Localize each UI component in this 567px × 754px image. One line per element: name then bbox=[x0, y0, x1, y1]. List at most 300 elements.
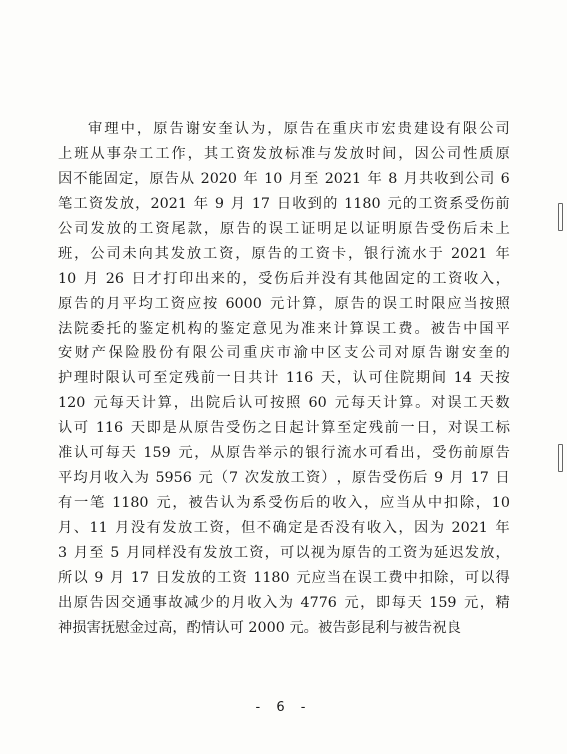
line-glyph: 才 bbox=[147, 270, 162, 287]
line-glyph: 元 bbox=[178, 445, 193, 462]
line-glyph: 平 bbox=[58, 470, 73, 487]
line-glyph: 每 bbox=[391, 594, 406, 611]
line-glyph: 样 bbox=[156, 544, 172, 561]
line-glyph: 资 bbox=[433, 195, 448, 212]
line-glyph: 有 bbox=[337, 270, 352, 287]
line-glyph: 院 bbox=[400, 370, 415, 387]
line-glyph: ， bbox=[173, 395, 188, 412]
line-glyph: 照 bbox=[495, 295, 510, 312]
line-glyph: 天 bbox=[320, 370, 336, 387]
line-glyph: 的 bbox=[90, 295, 105, 312]
line-glyph: 前 bbox=[463, 445, 479, 462]
line-glyph: 流 bbox=[336, 445, 352, 462]
line-glyph: 116 bbox=[95, 420, 124, 437]
line-glyph: 工 bbox=[290, 470, 305, 487]
line-glyph: 公 bbox=[360, 345, 376, 362]
line-glyph: 计 bbox=[333, 320, 348, 337]
line-glyph: 的 bbox=[366, 295, 381, 312]
line-glyph: 被 bbox=[430, 320, 445, 337]
line-glyph: 入 bbox=[262, 594, 278, 611]
line-glyph: 起 bbox=[289, 420, 304, 437]
line-glyph: 可 bbox=[280, 544, 295, 561]
line-glyph: 工 bbox=[233, 544, 249, 561]
line-glyph: 可 bbox=[229, 619, 244, 636]
line-glyph: 水 bbox=[352, 445, 368, 462]
line-glyph: 放 bbox=[480, 544, 495, 561]
line-glyph: 元 bbox=[93, 395, 108, 412]
line-glyph: 工 bbox=[299, 245, 314, 262]
line-glyph: 谢 bbox=[445, 345, 460, 362]
line-glyph: 2021 bbox=[324, 170, 362, 187]
text-line bbox=[58, 616, 510, 641]
line-glyph: 工 bbox=[155, 145, 170, 162]
line-glyph: 可 bbox=[137, 370, 152, 387]
line-glyph: 迟 bbox=[449, 544, 464, 561]
line-glyph: ， bbox=[449, 569, 464, 586]
line-glyph: 能 bbox=[88, 170, 103, 187]
line-glyph: 时 bbox=[89, 370, 104, 387]
text-line bbox=[58, 466, 510, 491]
line-glyph: 放 bbox=[178, 520, 193, 536]
line-glyph: 可 bbox=[73, 420, 89, 437]
line-glyph: ， bbox=[136, 121, 152, 137]
line-glyph: 不 bbox=[73, 170, 88, 187]
line-glyph: 对 bbox=[431, 395, 446, 412]
line-glyph: 有 bbox=[175, 345, 191, 362]
line-glyph: 月 bbox=[88, 470, 103, 487]
line-glyph: 昆 bbox=[360, 619, 376, 636]
binding-hole-mark bbox=[558, 444, 563, 472]
text-line bbox=[58, 317, 510, 342]
line-glyph: 准 bbox=[301, 320, 316, 337]
line-glyph: 交 bbox=[121, 594, 136, 611]
line-glyph: 时 bbox=[415, 295, 430, 312]
line-glyph: ， bbox=[225, 520, 240, 536]
line-glyph: 为 bbox=[429, 520, 445, 536]
line-glyph: 为 bbox=[418, 544, 433, 561]
line-glyph: 的 bbox=[226, 270, 241, 287]
line-glyph: ， bbox=[194, 445, 209, 462]
line-glyph: 工 bbox=[398, 295, 414, 312]
line-glyph: 因 bbox=[414, 520, 429, 536]
line-glyph: 市 bbox=[276, 345, 292, 362]
line-glyph: 彭 bbox=[346, 619, 361, 636]
line-glyph: 机 bbox=[171, 320, 186, 337]
line-glyph bbox=[100, 267, 105, 292]
line-glyph: 限 bbox=[105, 370, 120, 387]
line-glyph: 其 bbox=[203, 145, 219, 162]
line-glyph: 8 bbox=[388, 170, 398, 187]
line-glyph: 元 bbox=[270, 295, 285, 312]
line-glyph: 公 bbox=[430, 145, 445, 162]
line-glyph: 资 bbox=[88, 195, 104, 212]
line-glyph bbox=[398, 167, 403, 192]
line-glyph bbox=[428, 466, 433, 491]
line-glyph: 日 bbox=[131, 270, 146, 287]
line-glyph: 限 bbox=[431, 295, 446, 312]
line-glyph: ， bbox=[135, 195, 150, 212]
line-glyph: 班 bbox=[74, 145, 89, 162]
line-glyph: 扣 bbox=[418, 569, 434, 586]
line-glyph: 从 bbox=[411, 495, 427, 512]
line-glyph: 害 bbox=[86, 619, 101, 636]
line-glyph: 原 bbox=[225, 445, 241, 462]
line-glyph: 工 bbox=[479, 420, 494, 437]
line-glyph: 公 bbox=[58, 220, 73, 237]
line-glyph: 放 bbox=[119, 195, 134, 212]
line-glyph: 宏 bbox=[381, 121, 396, 137]
line-glyph: 利 bbox=[375, 619, 390, 636]
line-glyph: 每 bbox=[350, 395, 366, 412]
line-glyph: 与 bbox=[389, 619, 404, 636]
line-glyph: 谢 bbox=[185, 121, 201, 137]
line-glyph: 前 bbox=[495, 195, 510, 212]
line-glyph bbox=[87, 391, 92, 416]
line-glyph: 审 bbox=[88, 121, 103, 137]
line-glyph: 至 bbox=[336, 420, 352, 437]
line-glyph: 确 bbox=[272, 520, 287, 536]
line-glyph: 告 bbox=[241, 445, 257, 462]
line-glyph: 至 bbox=[303, 170, 319, 187]
line-glyph: 司 bbox=[226, 345, 241, 362]
line-glyph: 前 bbox=[384, 420, 399, 437]
line-glyph: 为 bbox=[326, 544, 341, 561]
line-glyph: 1180 bbox=[112, 495, 149, 512]
line-glyph: 原 bbox=[495, 145, 510, 162]
line-glyph: 渝 bbox=[293, 345, 308, 362]
line-glyph: 设 bbox=[430, 121, 445, 137]
line-glyph: ， bbox=[347, 245, 363, 262]
line-glyph: 发 bbox=[90, 220, 105, 237]
line-glyph: 以 bbox=[349, 220, 364, 237]
line-glyph: 发 bbox=[171, 569, 186, 586]
line-glyph bbox=[495, 167, 500, 192]
line-glyph: ， bbox=[74, 245, 89, 262]
line-glyph: 有 bbox=[58, 495, 73, 512]
line-glyph: 资 bbox=[232, 569, 247, 586]
line-glyph: 足 bbox=[333, 220, 348, 237]
line-glyph: 每 bbox=[105, 445, 120, 462]
line-glyph: 贵 bbox=[397, 121, 412, 137]
text-line bbox=[58, 242, 510, 267]
line-glyph bbox=[294, 591, 299, 616]
line-glyph: 保 bbox=[108, 345, 123, 362]
line-glyph: 间 bbox=[382, 145, 397, 162]
line-glyph: 其 bbox=[154, 245, 169, 262]
line-glyph: 定 bbox=[352, 420, 368, 437]
line-glyph bbox=[458, 591, 463, 616]
line-glyph bbox=[444, 466, 449, 491]
line-glyph: 月 bbox=[83, 270, 99, 287]
line-glyph: 放 bbox=[106, 220, 121, 237]
line-glyph: 告 bbox=[356, 544, 372, 561]
line-glyph: 到 bbox=[449, 170, 464, 187]
line-glyph: 司 bbox=[106, 245, 121, 262]
line-glyph: ， bbox=[134, 170, 149, 187]
line-glyph: 住 bbox=[384, 370, 399, 387]
line-glyph: 固 bbox=[103, 170, 118, 187]
line-glyph: 院 bbox=[74, 320, 89, 337]
line-glyph: 计 bbox=[305, 420, 320, 437]
line-glyph: 日 bbox=[232, 370, 247, 387]
line-glyph: 公 bbox=[464, 170, 479, 187]
line-glyph bbox=[291, 566, 296, 591]
line-glyph: 酌 bbox=[186, 619, 201, 636]
line-glyph: 6000 bbox=[225, 295, 262, 312]
line-glyph: 天 bbox=[366, 395, 382, 412]
line-glyph: 工 bbox=[139, 220, 154, 237]
line-glyph: 算 bbox=[157, 395, 172, 412]
page-number: - 6 - bbox=[255, 700, 312, 715]
line-glyph: 与 bbox=[317, 145, 332, 162]
line-glyph: 以 bbox=[295, 544, 310, 561]
line-glyph: 一 bbox=[400, 420, 415, 437]
line-glyph: 举 bbox=[257, 445, 272, 462]
line-glyph: 印 bbox=[179, 270, 194, 287]
line-glyph: 从 bbox=[178, 420, 193, 437]
line-glyph: 法 bbox=[58, 320, 73, 337]
line-glyph: 2000 bbox=[248, 619, 285, 636]
line-glyph: 的 bbox=[283, 245, 298, 262]
line-glyph: 算 bbox=[321, 420, 336, 437]
line-glyph: 后 bbox=[463, 220, 478, 237]
line-glyph: 班 bbox=[58, 245, 73, 262]
line-glyph: ， bbox=[172, 619, 187, 636]
line-glyph: 159 bbox=[429, 594, 457, 611]
text-line bbox=[58, 391, 510, 416]
line-glyph: ， bbox=[475, 495, 491, 512]
line-glyph: 系 bbox=[449, 195, 464, 212]
line-glyph: 认 bbox=[220, 495, 235, 512]
line-glyph: 发 bbox=[203, 544, 218, 561]
line-glyph: 工 bbox=[216, 569, 232, 586]
text-line bbox=[58, 416, 510, 441]
line-glyph: 告 bbox=[350, 295, 365, 312]
text-line bbox=[58, 341, 510, 366]
line-glyph: 月 bbox=[449, 470, 465, 487]
line-glyph: 一 bbox=[73, 495, 89, 512]
line-glyph: 应 bbox=[186, 295, 202, 312]
line-glyph: 原 bbox=[73, 594, 89, 611]
text-line bbox=[58, 267, 510, 292]
line-glyph: 发 bbox=[170, 245, 186, 262]
line-glyph: 告 bbox=[367, 470, 382, 487]
line-glyph: 股 bbox=[142, 345, 157, 362]
line-glyph: ， bbox=[336, 370, 351, 387]
line-glyph bbox=[302, 391, 307, 416]
line-glyph: 算 bbox=[349, 320, 364, 337]
line-glyph: 水 bbox=[412, 245, 427, 262]
line-glyph: 事 bbox=[106, 145, 121, 162]
line-glyph: 的 bbox=[289, 445, 304, 462]
line-glyph: 年 bbox=[495, 245, 510, 262]
line-glyph: 精 bbox=[495, 594, 510, 611]
line-glyph: 后 bbox=[289, 270, 305, 287]
line-glyph: 定 bbox=[400, 270, 415, 287]
line-glyph: 的 bbox=[495, 345, 510, 362]
text-line bbox=[58, 292, 510, 317]
line-glyph: 均 bbox=[138, 295, 153, 312]
line-glyph: 1180 bbox=[253, 569, 290, 586]
line-glyph: 情 bbox=[200, 619, 216, 636]
line-glyph: 伤 bbox=[446, 220, 462, 237]
line-glyph: 中 bbox=[463, 320, 478, 337]
line-glyph bbox=[188, 192, 193, 217]
line-glyph: 明 bbox=[382, 220, 397, 237]
line-glyph: 受 bbox=[432, 445, 447, 462]
line-glyph: 。 bbox=[415, 395, 430, 412]
line-glyph: 定 bbox=[236, 320, 251, 337]
text-line bbox=[58, 591, 510, 616]
line-glyph: 的 bbox=[372, 544, 387, 561]
line-glyph: 天 bbox=[125, 395, 140, 412]
line-glyph: 元 bbox=[198, 470, 213, 487]
line-glyph: 伤 bbox=[284, 495, 299, 512]
line-glyph: 护 bbox=[58, 370, 73, 387]
line-glyph: 的 bbox=[203, 320, 219, 337]
line-glyph: 收 bbox=[103, 470, 119, 487]
line-glyph: 支 bbox=[344, 345, 359, 362]
line-glyph: 工 bbox=[73, 195, 88, 212]
line-glyph: 至 bbox=[89, 544, 104, 561]
line-glyph: 看 bbox=[384, 445, 399, 462]
line-glyph: 放 bbox=[186, 569, 201, 586]
line-glyph: 从 bbox=[90, 145, 105, 162]
line-glyph: 月 bbox=[230, 195, 246, 212]
line-glyph: 国 bbox=[479, 320, 494, 337]
line-glyph: ， bbox=[479, 594, 495, 611]
line-glyph: 重 bbox=[243, 345, 258, 362]
line-glyph: 月 bbox=[58, 520, 73, 536]
line-glyph: 共 bbox=[248, 370, 263, 387]
line-glyph bbox=[271, 192, 276, 217]
line-glyph: 良 bbox=[446, 619, 461, 636]
line-glyph: 他 bbox=[368, 270, 384, 287]
line-glyph: 产 bbox=[91, 345, 106, 362]
line-glyph: 平 bbox=[122, 295, 137, 312]
line-glyph bbox=[238, 167, 243, 192]
line-glyph: ， bbox=[495, 544, 510, 561]
line-glyph: 没 bbox=[335, 520, 350, 536]
line-glyph: ， bbox=[495, 270, 510, 287]
line-glyph: ， bbox=[203, 220, 219, 237]
line-glyph: 收 bbox=[434, 170, 449, 187]
line-glyph: ， bbox=[398, 145, 413, 162]
line-glyph bbox=[105, 541, 110, 566]
line-glyph bbox=[465, 466, 470, 491]
line-glyph: 伤 bbox=[479, 195, 495, 212]
line-glyph: 告 bbox=[428, 345, 443, 362]
line-glyph: 的 bbox=[323, 195, 338, 212]
line-glyph: 定 bbox=[288, 520, 303, 536]
line-glyph bbox=[319, 167, 324, 192]
line-glyph: 资 bbox=[403, 544, 418, 561]
line-glyph: 天 bbox=[407, 594, 422, 611]
line-glyph: 10 bbox=[58, 270, 77, 287]
line-glyph: 从 bbox=[210, 445, 225, 462]
line-glyph: 资 bbox=[315, 245, 331, 262]
line-glyph bbox=[209, 192, 214, 217]
line-glyph: ， bbox=[364, 495, 379, 512]
line-glyph: 认 bbox=[234, 121, 249, 137]
line-glyph: 可 bbox=[368, 370, 383, 387]
line-glyph: 资 bbox=[209, 520, 224, 536]
line-glyph: 日 bbox=[495, 470, 510, 487]
line-glyph: 天 bbox=[130, 420, 146, 437]
line-glyph: 原 bbox=[220, 220, 235, 237]
line-glyph: 得 bbox=[495, 569, 510, 586]
line-glyph: 没 bbox=[130, 520, 146, 536]
line-glyph: 视 bbox=[310, 544, 326, 561]
line-glyph: 认 bbox=[237, 395, 253, 412]
line-glyph: 工 bbox=[372, 569, 388, 586]
line-glyph: 未 bbox=[122, 245, 137, 262]
line-glyph: 6 bbox=[500, 170, 510, 187]
line-glyph: 构 bbox=[187, 320, 202, 337]
line-glyph: 系 bbox=[252, 495, 267, 512]
line-glyph: 鉴 bbox=[220, 320, 235, 337]
line-glyph: 工 bbox=[387, 544, 403, 561]
line-glyph: 行 bbox=[321, 445, 336, 462]
line-glyph: 告 bbox=[414, 220, 429, 237]
line-glyph: 的 bbox=[215, 594, 230, 611]
line-glyph: 资 bbox=[249, 544, 264, 561]
line-glyph: 116 bbox=[285, 370, 314, 387]
line-glyph: 延 bbox=[433, 544, 449, 561]
line-glyph: 司 bbox=[74, 220, 89, 237]
line-glyph: 流 bbox=[396, 245, 411, 262]
line-glyph: 出 bbox=[194, 270, 210, 287]
line-glyph: 当 bbox=[395, 495, 411, 512]
line-glyph: 但 bbox=[240, 520, 256, 536]
line-glyph: 算 bbox=[399, 395, 414, 412]
line-glyph: ， bbox=[172, 495, 187, 512]
line-glyph: 月 bbox=[73, 544, 89, 561]
line-glyph: 次 bbox=[244, 470, 260, 487]
line-glyph: 、 bbox=[73, 520, 89, 536]
line-glyph: 收 bbox=[366, 520, 382, 536]
text-line bbox=[58, 217, 510, 242]
line-glyph: 月 bbox=[403, 170, 419, 187]
line-glyph: 少 bbox=[199, 594, 215, 611]
line-glyph: 均 bbox=[73, 470, 88, 487]
line-glyph: 收 bbox=[332, 495, 347, 512]
line-glyph: 月 bbox=[126, 544, 141, 561]
line-glyph: 没 bbox=[321, 270, 336, 287]
line-glyph: 间 bbox=[431, 370, 447, 387]
line-glyph: 可 bbox=[254, 395, 269, 412]
line-glyph: 损 bbox=[72, 619, 87, 636]
text-line bbox=[58, 516, 510, 541]
line-glyph: 。 bbox=[303, 619, 318, 636]
line-glyph: ， bbox=[360, 594, 375, 611]
line-glyph: 原 bbox=[153, 121, 168, 137]
line-glyph bbox=[248, 566, 253, 591]
line-glyph: 受 bbox=[430, 220, 445, 237]
line-glyph: 9 bbox=[214, 195, 224, 212]
line-glyph: 放 bbox=[186, 245, 202, 262]
line-glyph: 之 bbox=[257, 420, 272, 437]
line-glyph bbox=[328, 391, 333, 416]
line-glyph: 资 bbox=[155, 220, 170, 237]
line-glyph: 每 bbox=[109, 395, 124, 412]
line-glyph bbox=[104, 566, 109, 591]
line-glyph: 入 bbox=[119, 470, 134, 487]
line-glyph: 财 bbox=[74, 345, 90, 362]
line-glyph: 11 bbox=[89, 520, 108, 536]
line-glyph bbox=[445, 242, 450, 267]
line-glyph: 准 bbox=[58, 445, 73, 462]
